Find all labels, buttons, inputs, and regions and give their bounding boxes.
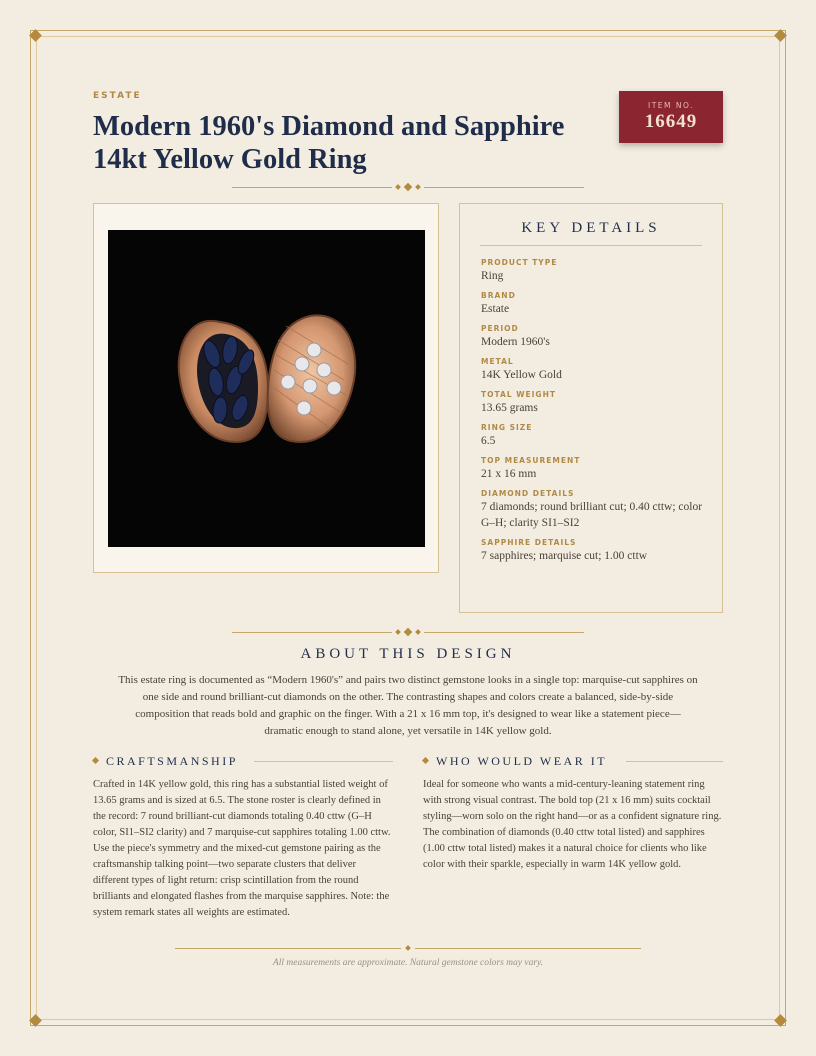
detail-diamond-details — [481, 488, 706, 531]
craftsmanship-heading — [93, 754, 238, 769]
who-wears-body: Ideal for someone who wants a mid-century-leaning statement ring with strong visual contrast. The bold top (21 x 16 mm) suits cocktail styling—worn solo on the right hand—or as a confident signature ring. The combination of diamonds (0.40 cttw total listed) and sapphires (1.00 cttw total listed) makes it a natural choice for clients who like color with their sparkle, especially in warm 14K yellow gold. — [423, 779, 722, 870]
brand-eyebrow: ESTATE — [93, 91, 142, 101]
about-divider — [232, 628, 584, 638]
detail-value: 7 sapphires; marquise cut; 1.00 cttw — [481, 550, 648, 562]
item-number: 16649 — [644, 111, 698, 132]
detail-product-type — [481, 257, 706, 284]
detail-label: RING SIZE — [481, 423, 533, 432]
about-heading: ABOUT THIS DESIGN — [300, 646, 516, 662]
detail-value: 7 diamonds; round brilliant cut; 0.40 cttw; color G–H; clarity SI1–SI2 — [481, 501, 703, 529]
item-number-badge — [619, 91, 723, 143]
detail-value: 6.5 — [481, 435, 496, 447]
detail-label: METAL — [481, 357, 514, 366]
detail-value: 21 x 16 mm — [481, 468, 537, 480]
craftsmanship-heading-text: CRAFTSMANSHIP — [106, 754, 238, 768]
detail-value: Modern 1960's — [481, 336, 550, 348]
detail-sapphire-details — [481, 537, 706, 564]
detail-total-weight — [481, 389, 706, 416]
detail-value: 13.65 grams — [481, 402, 538, 414]
detail-label: PRODUCT TYPE — [481, 258, 558, 267]
detail-label: SAPPHIRE DETAILS — [481, 538, 577, 547]
detail-period — [481, 323, 706, 350]
about-body: This estate ring is documented as “Modern 1960's” and pairs two distinct gemstone looks in a single top: marquise-cut sapphires on one side and round brilliant-cut diamonds on the other. The contrasting shapes and colors create a balanced, side-by-side composition that reads bold and graphic on the finger. With a 21 x 16 mm top, it's designed to wear like a statement piece—dramatic enough to stand alone, yet versatile in 14K yellow gold. — [118, 674, 698, 737]
page-title: Modern 1960's Diamond and Sapphire 14kt Yellow Gold Ring — [93, 111, 565, 175]
footer-divider — [175, 944, 641, 954]
product-photo-frame — [93, 203, 439, 573]
item-number-label: ITEM NO. — [648, 101, 694, 110]
footnote: All measurements are approximate. Natural gemstone colors may vary. — [272, 958, 544, 968]
detail-brand — [481, 290, 706, 317]
key-details-list — [481, 257, 706, 570]
detail-value: Ring — [481, 270, 504, 282]
detail-label: TOTAL WEIGHT — [481, 390, 556, 399]
craftsmanship-rule — [254, 761, 393, 762]
detail-label: DIAMOND DETAILS — [481, 489, 575, 498]
ring-photo — [108, 230, 425, 547]
craftsmanship-body: Crafted in 14K yellow gold, this ring has a substantial listed weight of 13.65 grams and is sized at 6.5. The stone roster is clearly defined in the record: 7 round brilliant-cut diamonds totaling 0.40 cttw (G–H color, SI1–SI2 clarity) and 7 marquise-cut sapphires totaling 1.00 cttw. Use the piece's symmetry and the mixed-cut gemstone pairing as the craftsmanship talking point—two separate clusters that deliver different types of light return: crisp scintillation from the round brilliants and elongated flashes from the marquise sapphires. Note: the system remark states all weights are estimated. — [93, 779, 391, 918]
key-details-panel — [459, 203, 723, 613]
title-divider — [232, 183, 584, 193]
diamond-bullet-icon — [422, 757, 429, 764]
who-wears-heading-text: WHO WOULD WEAR IT — [436, 754, 608, 768]
detail-top-measurement — [481, 455, 706, 482]
key-details-rule — [480, 245, 702, 246]
detail-value: Estate — [481, 303, 510, 315]
detail-label: PERIOD — [481, 324, 519, 333]
detail-label: BRAND — [481, 291, 516, 300]
detail-value: 14K Yellow Gold — [481, 369, 562, 381]
detail-label: TOP MEASUREMENT — [481, 456, 581, 465]
who-wears-heading — [423, 754, 607, 769]
diamond-bullet-icon — [92, 757, 99, 764]
who-wears-rule — [626, 761, 723, 762]
detail-metal — [481, 356, 706, 383]
detail-ring-size — [481, 422, 706, 449]
key-details-heading: KEY DETAILS — [521, 220, 661, 236]
